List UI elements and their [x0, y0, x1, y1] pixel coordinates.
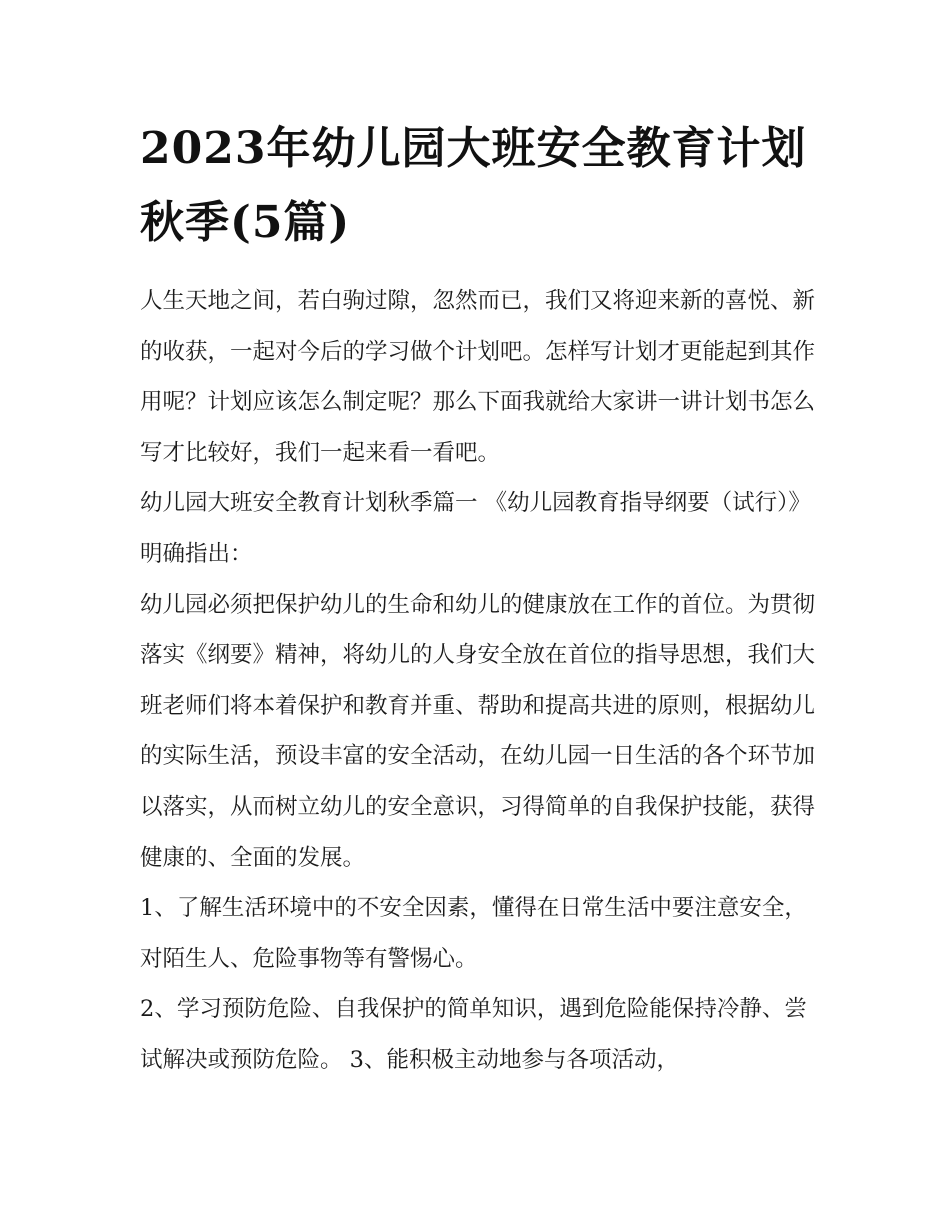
document-title: 2023年幼儿园大班安全教育计划秋季(5篇): [140, 123, 807, 248]
paragraph-section-one-heading: 幼儿园大班安全教育计划秋季篇一 《幼儿园教育指导纲要（试行）》明确指出：: [140, 490, 811, 567]
document-body: [140, 276, 820, 1086]
paragraph-intro: 人生天地之间，若白驹过隙，忽然而已，我们又将迎来新的喜悦、新的收获，一起对今后的学习做个计划吧。怎样写计划才更能起到其作用呢？计划应该怎么制定呢？那么下面我就给大家讲一讲计划书怎么写才比较好，我们一起来看一看吧。: [140, 288, 816, 466]
paragraph-goal-2-3: 2、学习预防危险、自我保护的简单知识，遇到危险能保持冷静、尝试解决或预防危险。 3、能积极主动地参与各项活动，: [140, 996, 807, 1073]
paragraph-goal-1: 1、了解生活环境中的不安全因素，懂得在日常生活中要注意安全，对陌生人、危险事物等有警惕心。: [140, 895, 807, 972]
paragraph-guideline: 幼儿园必须把保护幼儿的生命和幼儿的健康放在工作的首位。为贯彻落实《纲要》精神，将幼儿的人身安全放在首位的指导思想，我们大班老师们将本着保护和教育并重、帮助和提高共进的原则，根据幼儿的实际生活，预设丰富的安全活动，在幼儿园一日生活的各个环节加以落实，从而树立幼儿的安全意识，习得简单的自我保护技能，获得健康的、全面的发展。: [140, 591, 816, 871]
